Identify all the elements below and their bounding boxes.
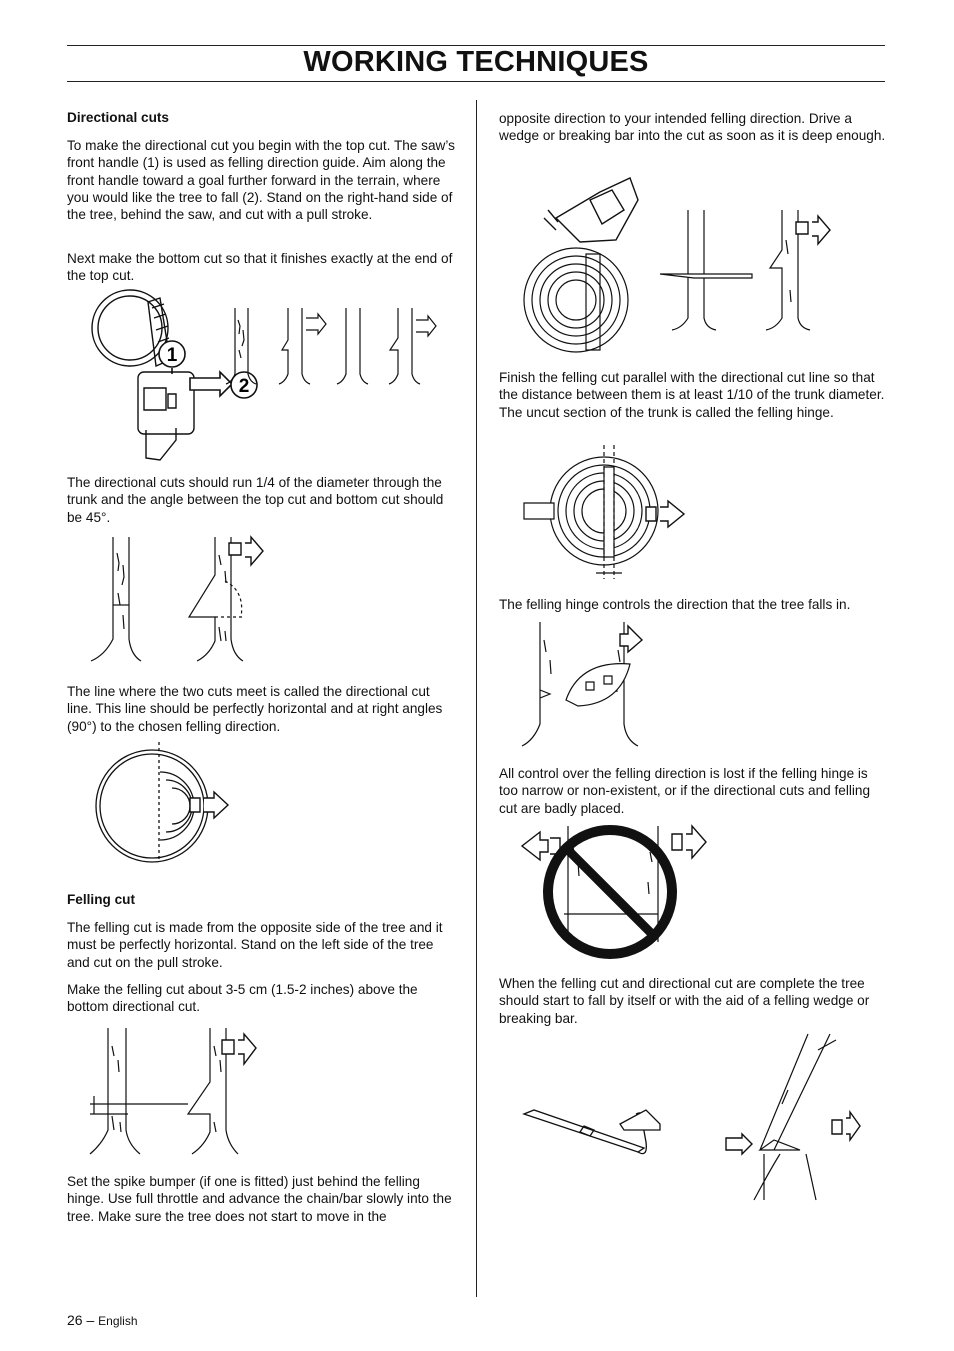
- log-cross-section-illustration: [524, 248, 628, 352]
- figure-felling-wedge-breaking-bar: [520, 1030, 870, 1205]
- direction-arrow-right-icon: [672, 826, 706, 858]
- direction-arrow-icon: [190, 792, 228, 818]
- direction-arrow-icon: [229, 537, 263, 565]
- direction-arrow-icon: [222, 1034, 256, 1064]
- page-title: WORKING TECHNIQUES: [303, 46, 649, 78]
- tree-trunk-illustration: [90, 1028, 238, 1154]
- paragraph-spike-bumper: Set the spike bumper (if one is fitted) just behind the felling hinge. Use full throttle and advance the chain/bar slowly into the tree. Make sure the tree does not start to move in the: [67, 1174, 452, 1224]
- felling-wedge-illustration: [620, 1110, 660, 1130]
- page-footer: [67, 1312, 138, 1328]
- paragraph-wedge: opposite direction to your intended felling direction. Drive a wedge or breaking bar into the cut as soon as it is deep enough.: [499, 111, 886, 144]
- figure-45-degree-cuts: [85, 535, 285, 675]
- breaking-bar-illustration: [524, 1110, 646, 1154]
- direction-arrow-icon: [646, 501, 684, 527]
- label-2: 2: [238, 376, 250, 397]
- paragraph-bottom-cut: Next make the bottom cut so that it finishes exactly at the end of the top cut.: [67, 251, 453, 284]
- paragraph-directional-cut-line: The line where the two cuts meet is called the directional cut line. This line should be perfectly horizontal and at right angles (90°) to the chosen felling direction.: [67, 684, 443, 734]
- label-1: 1: [166, 345, 178, 366]
- chainsaw-illustration: [544, 178, 638, 242]
- figure-saw-aiming: [90, 290, 460, 465]
- footer-separator: –: [86, 1312, 95, 1328]
- log-cross-section-illustration: [524, 445, 658, 579]
- header-rule-bottom: [67, 81, 885, 82]
- heading-directional-cuts: Directional cuts: [67, 110, 169, 125]
- direction-arrow-icon: [796, 216, 830, 244]
- tree-with-felling-cut-illustration: [660, 210, 810, 330]
- paragraph-felling-hinge: Finish the felling cut parallel with the directional cut line so that the distance between them is at least 1/10 of the trunk diameter. The uncut section of the trunk is called the felling hinge.: [499, 370, 885, 420]
- figure-hinge-controls-direction: [520, 620, 660, 750]
- direction-arrow-icon: [620, 626, 642, 652]
- paragraph-felling-cut-height: Make the felling cut about 3-5 cm (1.5-2 inches) above the bottom directional cut.: [67, 982, 418, 1015]
- paragraph-hinge-controls: The felling hinge controls the direction that the tree falls in.: [499, 597, 851, 612]
- paragraph-quarter-diameter: The directional cuts should run 1/4 of the diameter through the trunk and the angle between the top cut and bottom cut should be 45°.: [67, 475, 444, 525]
- falling-tree-illustration: [754, 1034, 836, 1200]
- footer-language: English: [98, 1314, 138, 1328]
- paragraph-felling-cut-horizontal: The felling cut is made from the opposite side of the tree and it must be perfectly horizontal. Stand on the left side of the tree and cut on the pull stroke.: [67, 920, 443, 970]
- paragraph-tree-falls: When the felling cut and directional cut are complete the tree should start to fall by itself or with the aid of a felling wedge or breaking bar.: [499, 976, 870, 1026]
- prohibited-icon: [548, 830, 672, 954]
- figure-badly-placed-cuts: [520, 822, 710, 952]
- log-cross-section-illustration: [92, 290, 168, 366]
- paragraph-top-cut: To make the directional cut you begin with the top cut. The saw’s front handle (1) is used as felling direction guide. Aim along the front handle toward a goal further forward in the terrain, where you would like the tree to fall (2). Stand on the right-hand side of the tree, behind the saw, and cut with a pull stroke.: [67, 138, 455, 223]
- tree-sequence-illustration: [226, 308, 436, 384]
- page-number: 26: [67, 1312, 83, 1328]
- figure-felling-cut-height: [88, 1026, 278, 1166]
- figure-cut-line-cross-section: [92, 742, 242, 862]
- tree-trunk-illustration: [91, 537, 245, 661]
- paragraph-control-lost: All control over the felling direction is lost if the felling hinge is too narrow or non-existent, or if the directional cuts and felling cut are badly placed.: [499, 766, 871, 816]
- figure-felling-cut-wedge: [520, 170, 840, 360]
- heading-felling-cut: Felling cut: [67, 892, 135, 907]
- column-divider: [476, 100, 477, 1297]
- figure-felling-hinge-cross-section: [522, 445, 702, 580]
